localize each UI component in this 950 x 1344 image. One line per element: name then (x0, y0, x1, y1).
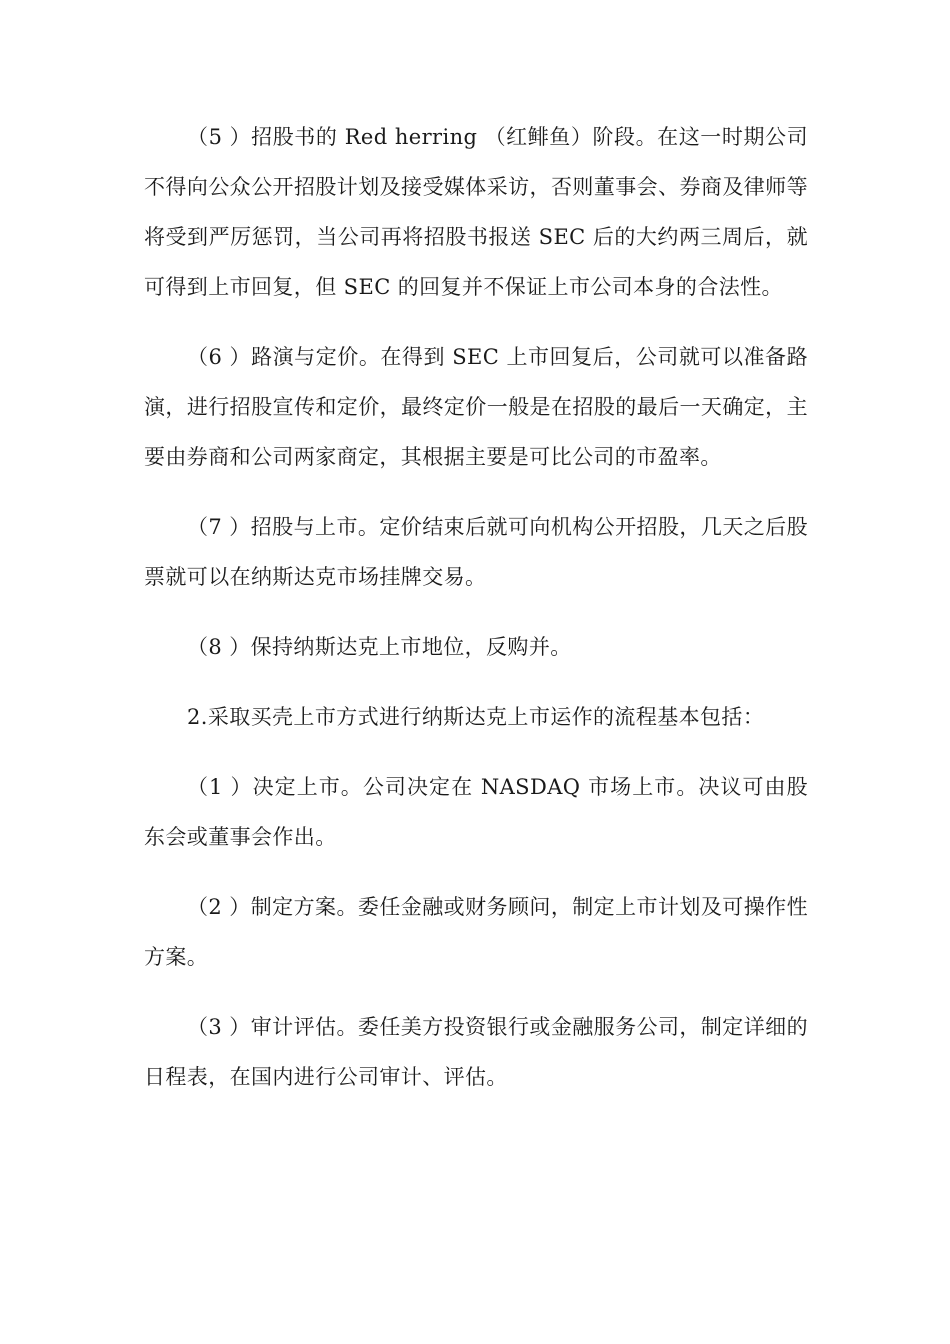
paragraph-red-herring: （5 ）招股书的 Red herring （红鲱鱼）阶段。在这一时期公司不得向公众公开招股计划及接受媒体采访，否则董事会、券商及律师等将受到严厉惩罚，当公司再将招股书报送 SEC 后的大约两三周后，就可得到上市回复，但 SEC 的回复并不保证上市公司本身的合法性。 (144, 125, 808, 299)
paragraph-roadshow-pricing: （6 ）路演与定价。在得到 SEC 上市回复后，公司就可以准备路演，进行招股宣传和定价，最终定价一般是在招股的最后一天确定，主要由券商和公司两家商定，其根据主要是可比公司的市盈率。 (144, 345, 808, 469)
paragraph-maintain-listing: （8 ）保持纳斯达克上市地位，反购并。 (187, 635, 572, 659)
paragraph-decide-listing: （1 ）决定上市。公司决定在 NASDAQ 市场上市。决议可由股东会或董事会作出。 (144, 775, 808, 849)
paragraph-make-plan: （2 ）制定方案。委任金融或财务顾问，制定上市计划及可操作性方案。 (144, 895, 808, 969)
paragraph-audit-evaluation: （3 ）审计评估。委任美方投资银行或金融服务公司，制定详细的日程表，在国内进行公司审计、评估。 (144, 1015, 808, 1089)
paragraph-offering-listing: （7 ）招股与上市。定价结束后就可向机构公开招股，几天之后股票就可以在纳斯达克市场挂牌交易。 (144, 515, 808, 589)
document-body (144, 112, 808, 1122)
section-heading-reverse-merger: 2.采取买壳上市方式进行纳斯达克上市运作的流程基本包括： (187, 705, 765, 729)
